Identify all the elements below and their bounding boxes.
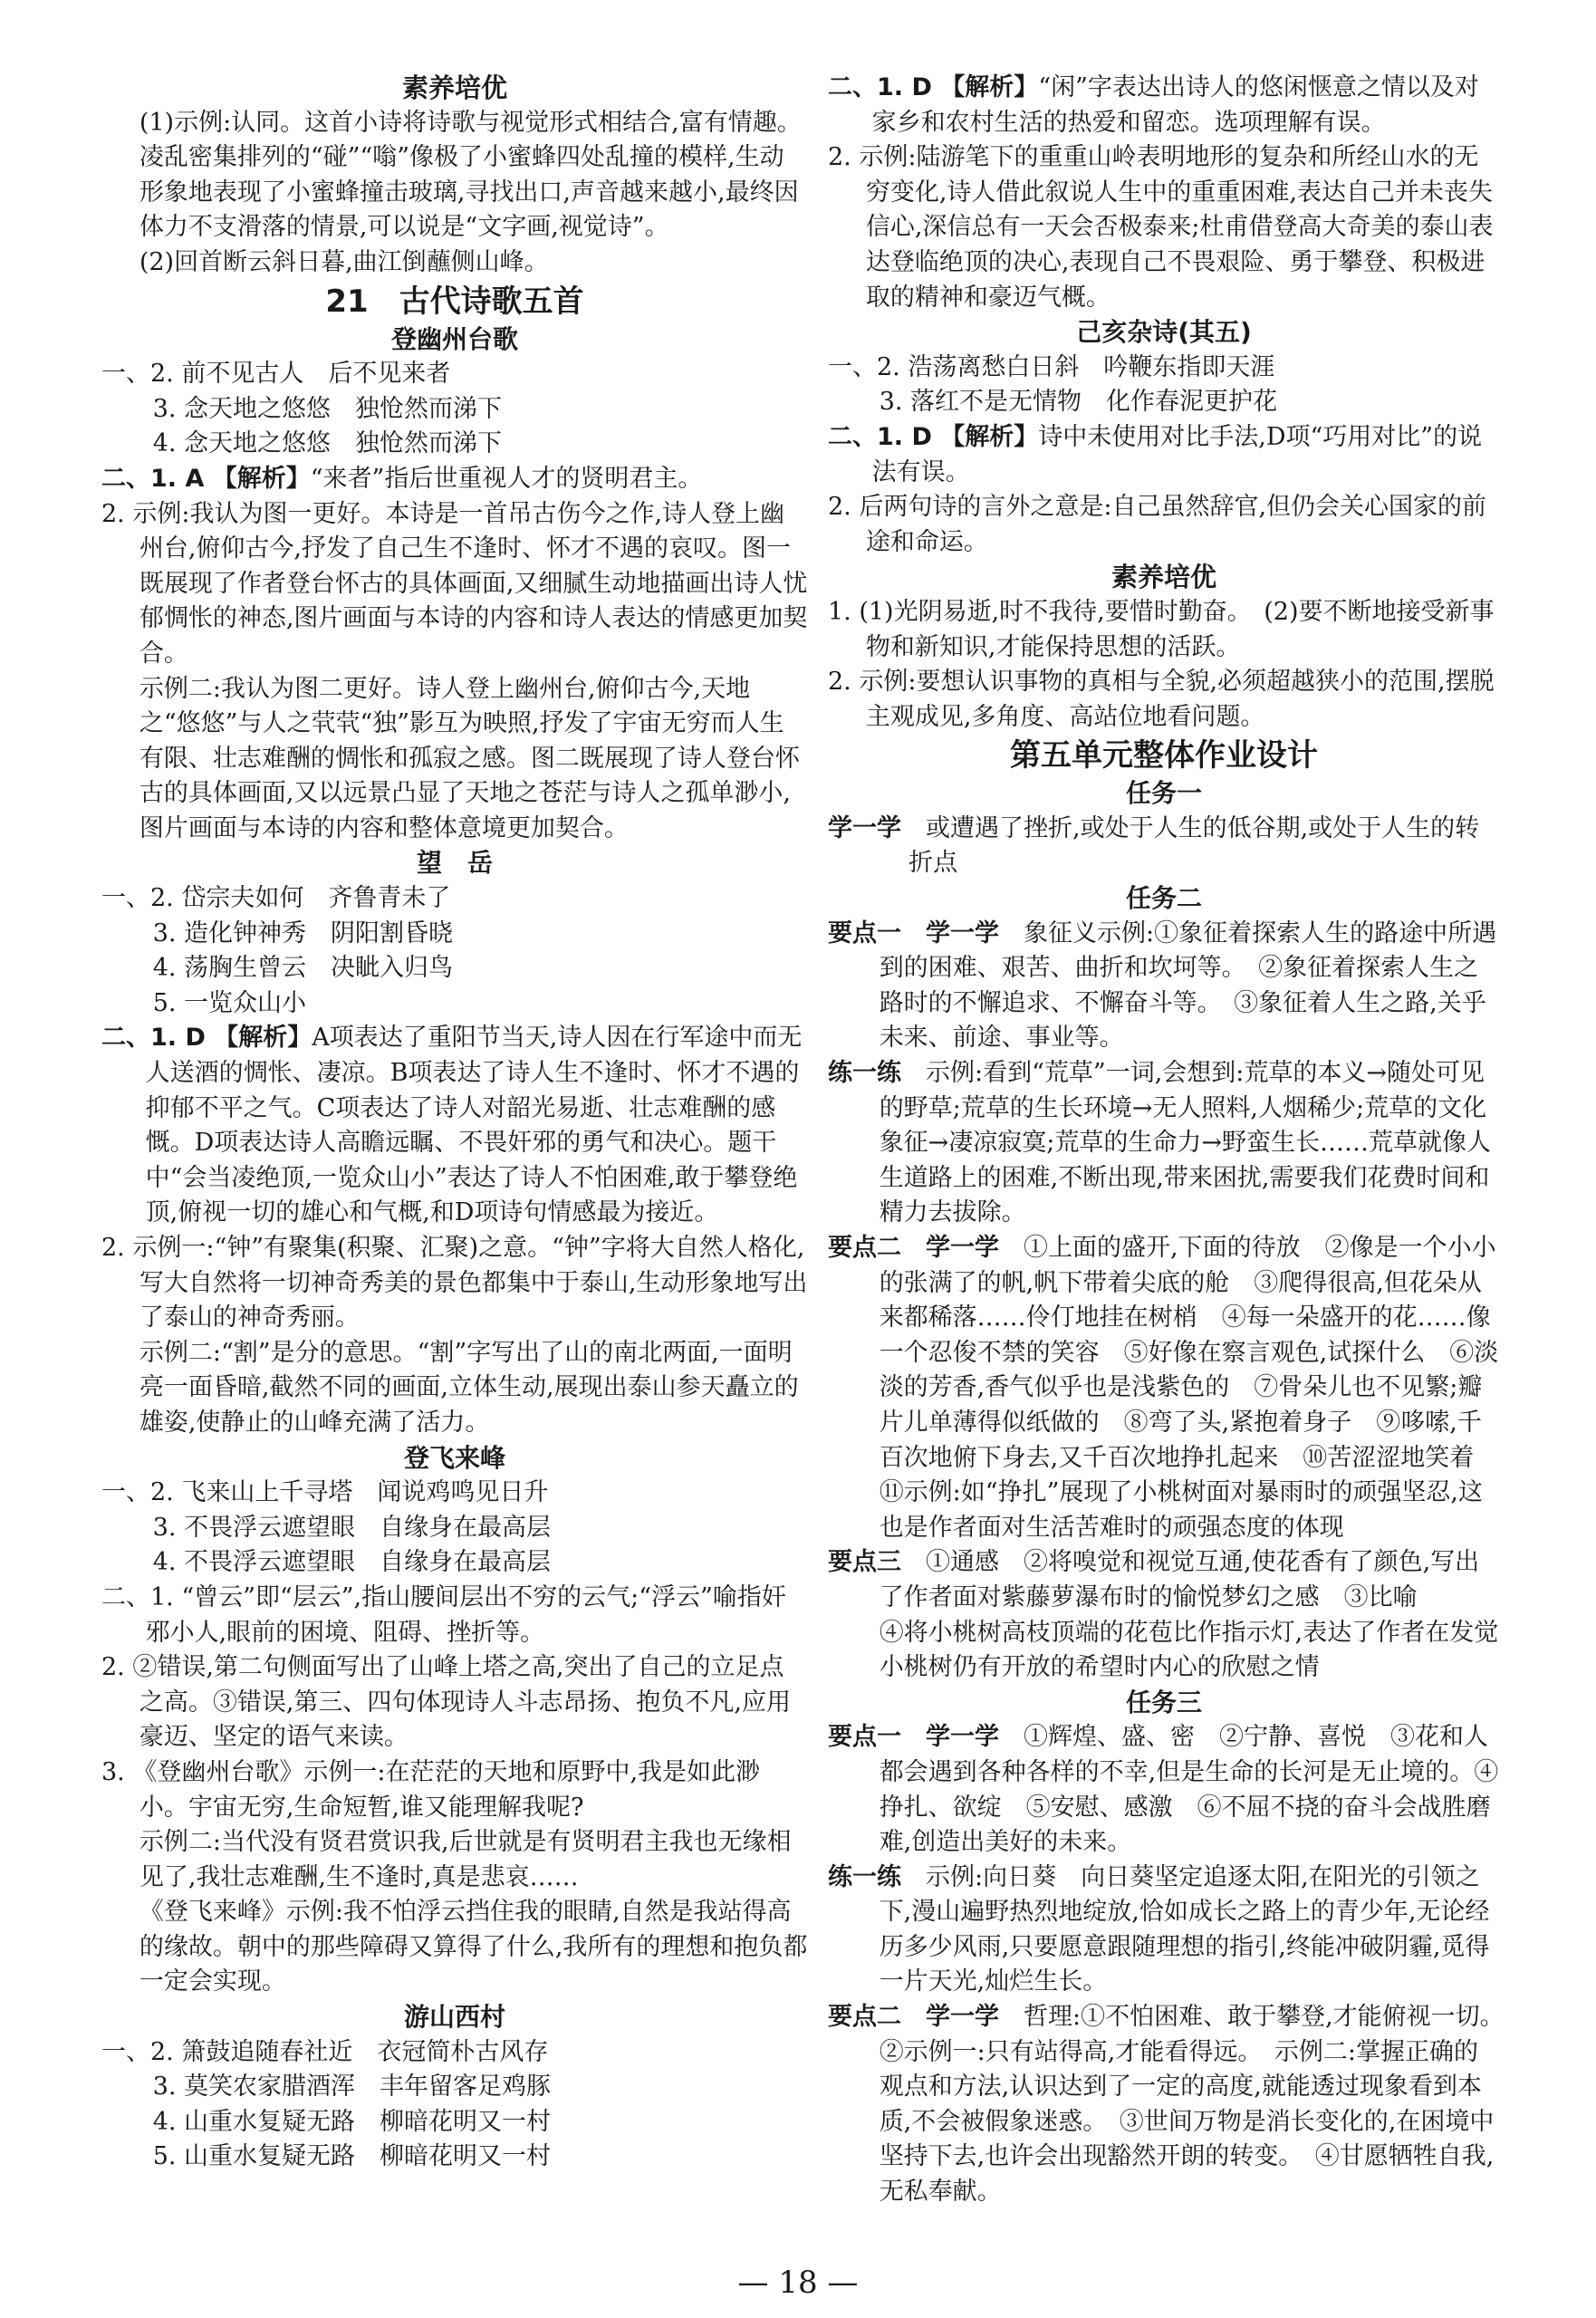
answer-paragraph [828,420,1500,490]
left-column [101,71,808,2175]
poem-title: 游山西村 [403,2002,505,2033]
item-text: 示例:向日葵 向日葵坚定追逐太阳,在阳光的引领之下,漫山遍野热烈地绽放,恰如成长之路上的青少年,无论经历多少风雨,只要愿意跟随理想的指引,终能冲破阴霾,觅得一片天光,灿烂生长。 [879,1862,1490,1996]
poem-title: 登幽州台歌 [390,323,518,354]
answer-line: 4. 荡胸生曾云 决眦入归鸟 [152,954,454,983]
answer-paragraph: 示例二:我认为图二更好。诗人登上幽州台,俯仰古今,天地之“悠悠”与人之茕茕“独”影互为映照,抒发了宇宙无穷而人生有限、壮志难酬的惆怅和孤寂之感。图二既展现了诗人登台怀古的具体画面,又以远景凸显了天地之苍茫与诗人之孤单渺小,图片画面与本诗的内容和整体意境更加契合。 [139,674,800,842]
answer-line: 3. 不畏浮云遮望眼 自缘身在最高层 [152,1513,552,1542]
item-text: 象征义示例:①象征着探索人生的路途中所遇到的困难、艰苦、曲折和坎坷等。 ②象征着探索人生之路时的不懈追求、不懈奋斗等。 ③象征着人生之路,关乎未来、前途、事业等。 [879,919,1497,1053]
answer-line: 一、2. 前不见古人 后不见来者 [101,360,451,389]
answer-paragraph: 3. 《登幽州台歌》示例一:在茫茫的天地和原野中,我是如此渺小。宇宙无穷,生命短暂,谁又能理解我呢? [101,1757,761,1822]
poem-title: 望 岳 [416,848,493,879]
answer-paragraph: (2)回首断云斜日暮,曲江倒蘸侧山峰。 [139,247,549,276]
answer-line: 一、2. 浩荡离愁白日斜 吟鞭东指即天涯 [828,352,1275,381]
task-heading: 任务二 [1125,883,1202,914]
answer-paragraph: 《登飞来峰》示例:我不怕浮云挡住我的眼睛,自然是我站得高的缘故。朝中的那些障碍又算得了什么,我所有的理想和抱负都一定会实现。 [139,1898,808,1996]
item-key: 要点一 学一学 [828,1723,999,1752]
item-text: 哲理:①不怕困难、敢于攀登,才能俯视一切。 ②示例一:只有站得高,才能看得远。 示例二:掌握正确的观点和方法,认识达到了一定的高度,就能透过现象看到本质,不会被假象迷惑。 ③世间万物是消长变化的,在困境中坚持下去,也许会出现豁然开朗的转变。 ④甘愿牺牲自我,无私奉献。 [879,2003,1517,2207]
answer-line: 4. 山重水复疑无路 柳暗花明又一村 [152,2107,552,2136]
analysis-label: 二、1. D 【解析】 [101,1024,312,1053]
answer-paragraph: 2. 示例一:“钟”有聚集(积聚、汇聚)之意。“钟”字将大自然人格化,写大自然将一切神奇秀美的景色都集中于泰山,生动形象地写出了泰山的神奇秀丽。 [101,1234,808,1332]
item-key: 要点二 学一学 [828,2003,999,2032]
unit-title: 第五单元整体作业设计 [1010,737,1318,774]
item-text: 或遭遇了挫折,或处于人生的低谷期,或处于人生的转折点 [901,813,1480,878]
answer-paragraph: (1)示例:认同。这首小诗将诗歌与视觉形式相结合,富有情趣。凌乱密集排列的“碰”“嗡”像极了小蜜蜂四处乱撞的模样,生动形象地表现了小蜜蜂撞击玻璃,寻找出口,声音越来越小,最终因体力不支滑落的情景,可以说是“文字画,视觉诗”。 [139,108,802,242]
answer-paragraph [828,71,1500,140]
right-column [828,71,1517,2210]
answer-line: 5. 一览众山小 [152,988,307,1017]
lesson-title: 21 古代诗歌五首 [325,283,584,320]
poem-title: 己亥杂诗(其五) [1076,317,1252,348]
task-item [828,2000,1517,2210]
answer-line: 4. 念天地之悠悠 独怆然而涕下 [152,429,503,458]
answer-paragraph: 二、1. “曾云”即“层云”,指山腰间层出不穷的云气;“浮云”喻指奸邪小人,眼前的困境、阻碍、挫折等。 [101,1582,786,1647]
item-text: 示例:看到“荒草”一词,会想到:荒草的本义→随处可见的野草;荒草的生长环境→无人照料,人烟稀少;荒草的文化象征→凄凉寂寞;荒草的生命力→野蛮生长……荒草就像人生道路上的困难,不断出现,带来困扰,需要我们花费时间和精力去拔除。 [879,1059,1492,1227]
task-item [828,1545,1500,1615]
answer-line: 一、2. 箫鼓追随春社近 衣冠简朴古风存 [101,2037,549,2066]
analysis-text: “闲”字表达出诗人的悠闲惬意之情以及对家乡和农村生活的热爱和留恋。选项理解有误。 [871,73,1479,137]
answer-paragraph: 2. 后两句诗的言外之意是:自己虽然辞官,但仍会关心国家的前途和命运。 [828,493,1487,556]
answer-line: 3. 莫笑农家腊酒浑 丰年留客足鸡豚 [152,2073,552,2102]
analysis-text: “来者”指后世重视人才的贤明君主。 [310,464,703,493]
answer-paragraph: 2. 示例:陆游笔下的重重山岭表明地形的复杂和所经山水的无穷变化,诗人借此叙说人生中的重重困难,表达自己并未丧失信心,深信总有一天会否极泰来;杜甫借登高大奇美的泰山表达登临绝顶的决心,表现自己不畏艰险、勇于攀登、积极进取的精神和豪迈气概。 [828,143,1494,312]
page-number: — 18 — [737,2265,859,2301]
item-text: ①辉煌、盛、密 ②宁静、喜悦 ③花和人都会遇到各种各样的不幸,但是生命的长河是无止境的。④挣扎、欲绽 ⑤安慰、感激 ⑥不屈不挠的奋斗会战胜磨难,创造出美好的未来。 [879,1723,1499,1857]
task-item [828,1231,1500,1476]
task-item: ⑪示例:如“挣扎”展现了小桃树面对暴雨时的顽强坚忍,这也是作者面对生活苦难时的顽强态度的体现 [879,1478,1483,1542]
answer-paragraph: 示例二:“割”是分的意思。“割”字写出了山的南北两面,一面明亮一面昏暗,截然不同的画面,立体生动,展现出泰山参天矗立的雄姿,使静止的山峰充满了活力。 [139,1338,799,1437]
task-item [828,812,1500,881]
answer-line: 3. 念天地之悠悠 独怆然而涕下 [152,394,503,423]
item-key: 要点一 学一学 [828,919,999,947]
answer-paragraph: 2. ②错误,第二句侧面写出了山峰上塔之高,突出了自己的立足点之高。③错误,第三、四句体现诗人斗志昂扬、抱负不凡,应用豪迈、坚定的语气来读。 [101,1653,792,1752]
task-item: ④将小桃树高枝顶端的花苞比作指示灯,表达了作者在发觉小桃树仍有开放的希望时内心的欣慰之情 [879,1618,1499,1682]
answer-line: 3. 落红不是无情物 化作春泥更护花 [879,388,1278,417]
analysis-label: 二、1. A 【解析】 [101,464,311,493]
answer-paragraph: 示例二:当代没有贤君赏识我,后世就是有贤明君主我也无缘相见了,我壮志难酬,生不逢时,真是悲哀…… [139,1828,792,1891]
answer-paragraph: 2. 示例:要想认识事物的真相与全貌,必须超越狭小的范围,摆脱主观成见,多角度、高站位地看问题。 [828,668,1495,731]
answer-line: 4. 不畏浮云遮望眼 自缘身在最高层 [152,1548,552,1577]
answer-line: 一、2. 岱宗夫如何 齐鲁青未了 [101,884,451,913]
item-key: 练一练 [828,1059,901,1088]
answer-line [101,462,808,497]
task-item [828,1720,1500,1860]
section-heading: 素养培优 [401,72,507,103]
item-key: 要点三 [828,1548,901,1577]
item-key: 学一学 [828,813,901,842]
item-key: 要点二 学一学 [828,1234,999,1262]
section-heading: 素养培优 [1110,562,1216,593]
item-text: ①上面的盛开,下面的待放 ②像是一个小小的张满了的帆,帆下带着尖底的舱 ③爬得很高,但花朵从来都稀落……伶仃地挂在树梢 ④每一朵盛开的花……像一个忍俊不禁的笑容 ⑤好像在察言观色,试探什么 ⑥淡淡的芳香,香气似乎也是浅紫色的 ⑦骨朵儿也不见繁;瓣片儿单薄得似纸做的 ⑧弯了头,紧抱着身子 ⑨哆嗦,千百次地俯下身去,又千百次地挣扎起来 ⑩苦涩涩地笑着 [879,1234,1499,1472]
item-text: ①通感 ②将嗅觉和视觉互通,使花香有了颜色,写出了作者面对紫藤萝瀑布时的愉悦梦幻之感 ③比喻 [879,1548,1480,1611]
analysis-label: 二、1. D 【解析】 [828,422,1039,451]
poem-title: 登飞来峰 [403,1442,505,1473]
analysis-label: 二、1. D 【解析】 [828,73,1039,101]
task-heading: 任务一 [1125,778,1202,809]
task-item [828,917,1500,1056]
answer-paragraph [101,1021,808,1231]
answer-paragraph: 2. 示例:我认为图一更好。本诗是一首吊古伤今之作,诗人登上幽州台,俯仰古今,抒发了自己生不逢时、怀才不遇的哀叹。图一既展现了作者登台怀古的具体画面,又细腻生动地描画出诗人忧郁惆怅的神态,图片画面与本诗的内容和诗人表达的情感更加契合。 [101,499,808,668]
task-heading: 任务三 [1125,1687,1202,1717]
task-item [828,1056,1500,1231]
analysis-text: 诗中未使用对比手法,D项“巧用对比”的说法有误。 [871,422,1483,486]
analysis-text: A项表达了重阳节当天,诗人因在行军途中而无人送酒的惆怅、凄凉。B项表达了诗人生不逢时、怀才不遇的抑郁不平之气。C项表达了诗人对韶光易逝、壮志难酬的感慨。D项表达诗人高瞻远瞩、不畏奸邪的勇气和决心。题干中“会当凌绝顶,一览众山小”表达了诗人不怕困难,敢于攀登绝顶,俯视一切的雄心和气概,和D项诗句情感最为接近。 [145,1024,803,1227]
answer-line: 5. 山重水复疑无路 柳暗花明又一村 [152,2142,552,2171]
answer-line: 3. 造化钟神秀 阴阳割昏晓 [152,919,454,947]
item-key: 练一练 [828,1862,901,1891]
task-item [828,1861,1500,2000]
answer-paragraph: 1. (1)光阴易逝,时不我待,要惜时勤奋。 (2)要不断地接受新事物和新知识,才能保持思想的活跃。 [828,597,1495,661]
answer-line: 一、2. 飞来山上千寻塔 闻说鸡鸣见日升 [101,1478,549,1507]
